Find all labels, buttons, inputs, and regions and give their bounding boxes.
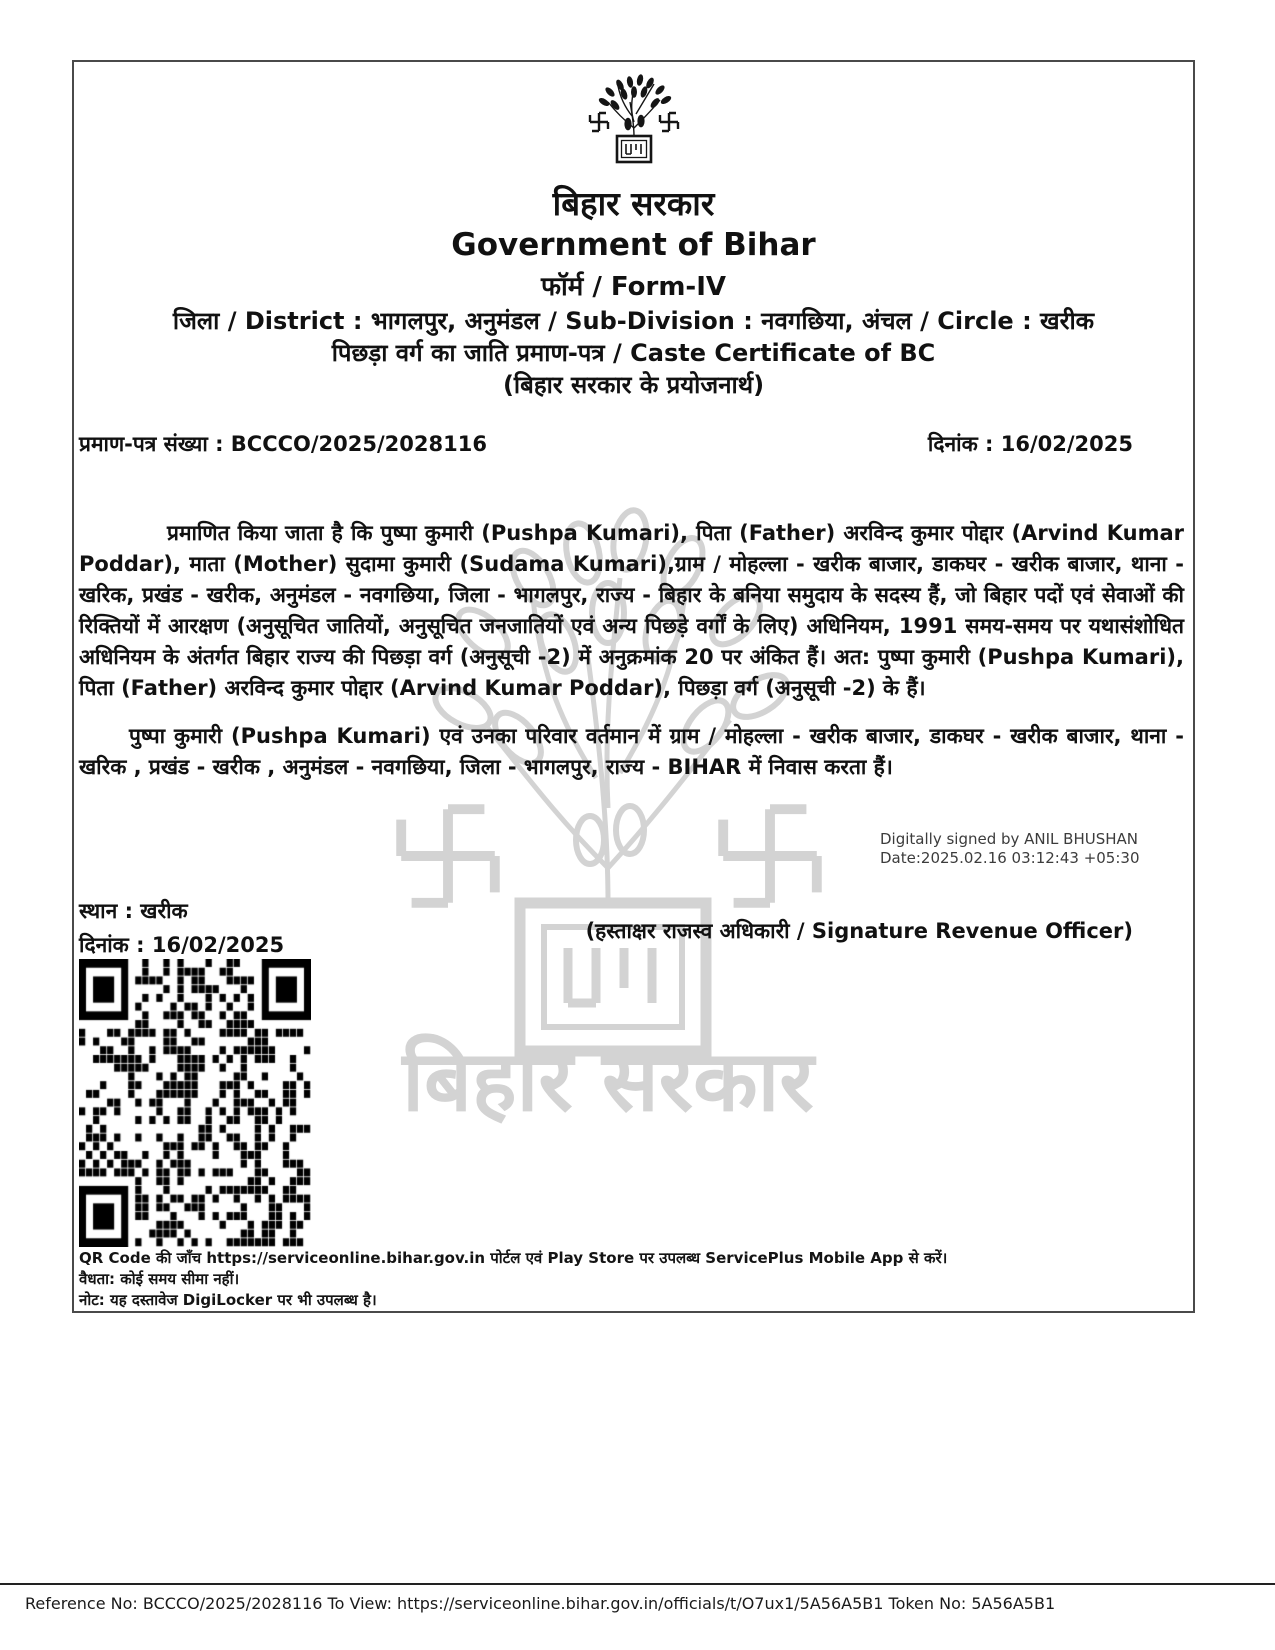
- signature-date-label: दिनांक :: [79, 933, 145, 957]
- issue-date-value: 16/02/2025: [1000, 432, 1133, 456]
- issue-date: [928, 430, 1133, 458]
- district-line: जिला / District : भागलपुर, अनुमंडल / Sub-Division : नवगछिया, अंचल / Circle : खरीक: [172, 307, 1095, 335]
- body-para-1: प्रमाणित किया जाता है कि पुष्पा कुमारी (Pushpa Kumari), पिता (Father) अरविन्द कुमार पोद्दार (Arvind Kumar Poddar), माता (Mother) सुदामा कुमारी (Sudama Kumari),ग्राम / मोहल्ला - खरीक बाजार, डाकघर - खरीक बाजार, थाना - खरिक, प्रखंड - खरीक, अनुमंडल - नवगछिया, जिला - भागलपुर, राज्य - बिहार के बनिया समुदाय के सदस्य हैं, जो बिहार पदों एवं सेवाओं की रिक्तियों में आरक्षण (अनुसूचित जातियों, अनुसूचित जनजातियों एवं अन्य पिछड़े वर्गों के लिए) अधिनियम, 1991 समय-समय पर यथासंशोधित अधिनियम के अंतर्गत बिहार राज्य की पिछड़ा वर्ग (अनुसूची -2) में अनुक्रमांक 20 पर अंकित हैं। अत: पुष्पा कुमारी (Pushpa Kumari), पिता (Father) अरविन्द कुमार पोद्दार (Arvind Kumar Poddar), पिछड़ा वर्ग (अनुसूची -2) के हैं।: [79, 521, 1184, 700]
- qr-code: [79, 959, 311, 1247]
- bihar-emblem-icon: [582, 72, 686, 168]
- digital-signature-block: [880, 830, 1140, 868]
- certificate-header: [74, 72, 1193, 303]
- form-title: फॉर्म / Form-IV: [541, 272, 726, 302]
- certificate-title: पिछड़ा वर्ग का जाति प्रमाण-पत्र / Caste Certificate of BC: [331, 339, 936, 367]
- certificate-box: [72, 60, 1195, 1313]
- digital-signature-line2: Date:2025.02.16 03:12:43 +05:30: [880, 849, 1140, 867]
- purpose-line: (बिहार सरकार के प्रयोजनार्थ): [502, 371, 765, 399]
- body-para-2: पुष्पा कुमारी (Pushpa Kumari) एवं उनका परिवार वर्तमान में ग्राम / मोहल्ला - खरीक बाजार, डाकघर - खरीक बाजार, थाना - खरिक , प्रखंड - खरीक , अनुमंडल - नवगछिया, जिला - भागलपुर, राज्य - BIHAR में निवास करता हैं।: [79, 724, 1184, 779]
- watermark-text: बिहार सरकार: [402, 1032, 814, 1128]
- note-validity: वैधता: कोई समय सीमा नहीं।: [79, 1270, 240, 1288]
- officer-signature-line: (हस्ताक्षर राजस्व अधिकारी / Signature Revenue Officer): [585, 919, 1133, 943]
- signature-date-value: 16/02/2025: [151, 933, 285, 957]
- note-qr: QR Code की जाँच https://serviceonline.bihar.gov.in पोर्टल एवं Play Store पर उपलब्ध ServicePlus Mobile App से करें।: [79, 1249, 948, 1267]
- certificate-number: [79, 430, 487, 458]
- footer-divider: [0, 1583, 1275, 1585]
- place-label: स्थान :: [79, 899, 133, 923]
- reference-line: Reference No: BCCCO/2025/2028116 To View: https://serviceonline.bihar.gov.in/officials/t/O7ux1/5A56A5B1 Token No: 5A56A5B1: [25, 1594, 1056, 1613]
- place-line: [79, 897, 188, 925]
- org-name-english: Government of Bihar: [451, 227, 816, 263]
- note-digilocker: नोट: यह दस्तावेज DigiLocker पर भी उपलब्ध है।: [79, 1291, 377, 1309]
- certificate-title-block: [74, 305, 1193, 401]
- certificate-meta-row: [79, 430, 1133, 458]
- digital-signature-line1: Digitally signed by ANIL BHUSHAN: [880, 830, 1139, 848]
- org-name-hindi: बिहार सरकार: [552, 184, 715, 223]
- footer-notes: [79, 1248, 947, 1311]
- certificate-body: [79, 518, 1184, 783]
- certificate-number-label: प्रमाण-पत्र संख्या :: [79, 432, 224, 456]
- place-value: खरीक: [140, 899, 188, 923]
- certificate-number-value: BCCCO/2025/2028116: [230, 432, 487, 456]
- issue-date-label: दिनांक :: [927, 432, 994, 456]
- signature-date-line: [79, 931, 284, 959]
